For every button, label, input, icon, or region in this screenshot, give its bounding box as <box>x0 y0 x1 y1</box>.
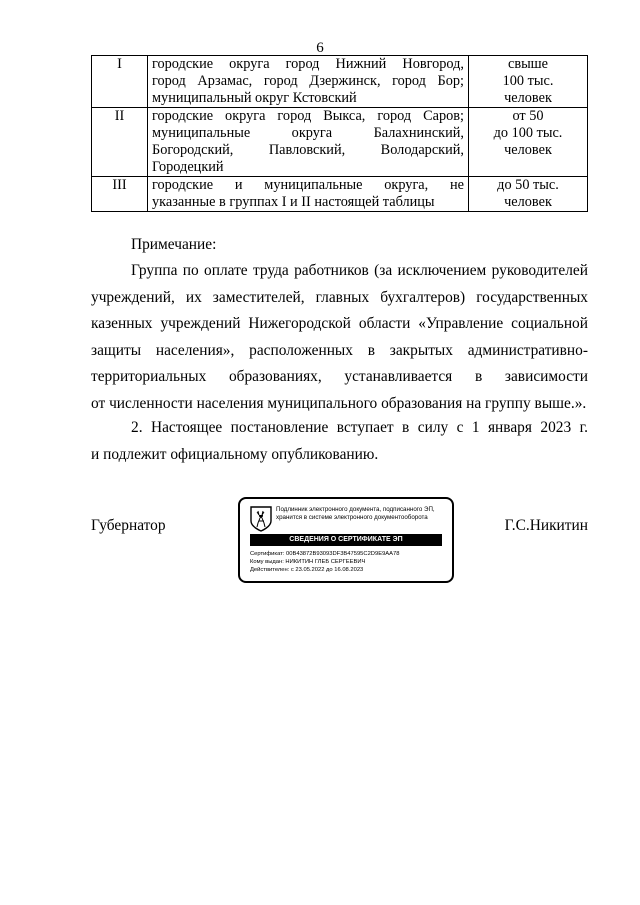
table-row <box>92 177 588 212</box>
note-paragraph: Группа по оплате труда работников (за исключением руководителей учреждений, их заместителей, главных бухгалтеров) государственных казенных учреждений Нижегородской области «Управление социальной защиты населения», расположенных в закрытых административно- территориальных образованиях, устанавливается в зависимости от численности населения муниципального образования на группу выше.». <box>91 262 588 412</box>
group-description: городские и муниципальные округа, не указанные в группах I и II настоящей таблицы <box>148 177 469 212</box>
signatory-name: Г.С.Никитин <box>504 517 588 534</box>
electronic-signature-stamp <box>238 497 454 583</box>
group-description: городские округа город Нижний Новгород, город Арзамас, город Дзержинск, город Бор; муниципальный округ Кстовский <box>148 56 469 108</box>
certificate-details: Сертификат: 00B43872B93093DF3B47595C2D9E9AA78 Кому выдан: НИКИТИН ГЛЕБ СЕРГЕЕВИЧ Действителен: с 23.05.2022 до 16.08.2023 <box>250 551 400 573</box>
table-row <box>92 108 588 177</box>
group-number: I <box>92 56 148 108</box>
group-description: городские округа город Выкса, город Саров; муниципальные округа Балахнинский, Богородский, Павловский, Володарский, Городецкий <box>148 108 469 177</box>
decree-paragraph: 2. Настоящее постановление вступает в силу с 1 января 2023 г. и подлежит официальному опубликованию. <box>91 419 588 463</box>
signatory-position: Губернатор <box>91 517 166 534</box>
group-population: свыше 100 тыс. человек <box>469 56 588 108</box>
stamp-title: СВЕДЕНИЯ О СЕРТИФИКАТЕ ЭП <box>250 534 442 546</box>
page-number: 6 <box>316 40 324 56</box>
group-number: II <box>92 108 148 177</box>
population-groups-table <box>91 55 588 212</box>
deer-emblem-icon <box>250 506 272 532</box>
stamp-notice: Подлинник электронного документа, подписанного ЭП, хранится в системе электронного документооборота <box>276 506 435 521</box>
group-number: III <box>92 177 148 212</box>
group-population: от 50 до 100 тыс. человек <box>469 108 588 177</box>
table-row <box>92 56 588 108</box>
group-population: до 50 тыс. человек <box>469 177 588 212</box>
note-title: Примечание: <box>131 236 217 253</box>
